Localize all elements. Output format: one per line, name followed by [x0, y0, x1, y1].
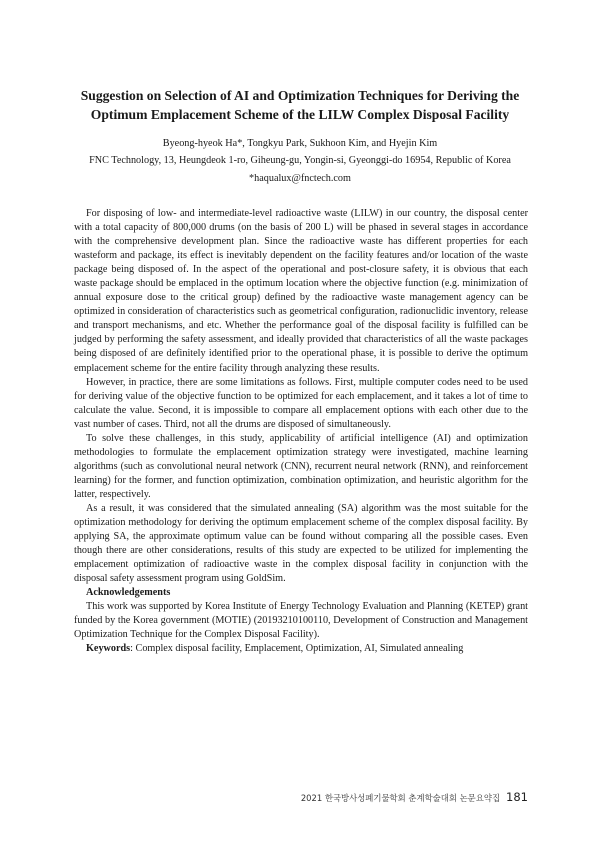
author-list: Byeong-hyeok Ha*, Tongkyu Park, Sukhoon Kim, and Hyejin Kim — [162, 138, 438, 149]
title-line-2: Optimum Emplacement Scheme of the LILW Complex Disposal Facility — [90, 107, 510, 122]
page-number: 181 — [506, 790, 528, 804]
body-paragraph: For disposing of low- and intermediate-level radioactive waste (LILW) in our country, the disposal center with a total capacity of 800,000 drums (on the basis of 200 L) will be phased in several stages in accordance with the comprehensive development plan. Since the radioactive waste has different properties for each wasteform and package, its effect is inevitably dependent on the facility features and/or location of the waste package being disposed of. In the aspect of the operational and post-closure safety, it is obvious that each waste package should be emplaced in the optimum location where the objective function (e.g. minimization of annual exposure dose to the critical group) defined by the radioactive waste management agency can be optimized in consideration of characteristics such as geometrical configuration, radionuclidic inventory, release and transport mechanisms, and etc. Whether the performance goal of the disposal facility is fulfilled can be judged by performing the safety assessment, and ideally provided that characteristics of all the waste packages being disposed of are definitely identified prior to the operational phase, it is possible to derive the optimum emplacement scheme for the entire facility through analyzing these results. — [74, 208, 528, 374]
corresponding-email: *haqualux@fnctech.com — [249, 173, 351, 184]
paper-title — [60, 86, 540, 124]
proceedings-title: 2021 한국방사성폐기물학회 춘계학술대회 논문요약집 — [300, 793, 501, 803]
abstract-body — [74, 207, 528, 657]
keywords-label: Keywords — [86, 643, 131, 655]
page-footer — [301, 790, 528, 804]
body-paragraph: To solve these challenges, in this study, applicability of artificial intelligence (AI) and optimization methodologies to formulate the emplacement optimization strategy were investigated, machine learning algorithms (such as convolutional neural network (CNN), recurrent neural network (RNN), and reinforcement learning) for the former, and function optimization, combination optimization, and heuristic algorithm for the latter, respectively. — [74, 432, 528, 500]
body-paragraph: As a result, it was considered that the simulated annealing (SA) algorithm was the most suitable for the optimization methodology for deriving the optimum emplacement scheme of the complex disposal facility. By applying SA, the approximate optimum value can be found without comparing all the possible cases. Even though there are other considerations, results of this study are expected to be utilized for implementing the emplacement optimization of radioactive waste in the complex disposal facility in conjunction with the disposal safety assessment program using GoldSim. — [74, 502, 528, 585]
acknowledgements-heading: Acknowledgements — [86, 587, 171, 599]
affiliation: FNC Technology, 13, Heungdeok 1-ro, Giheung-gu, Yongin-si, Gyeonggi-do 16954, Republic of Korea — [89, 155, 511, 166]
keywords-line — [74, 642, 528, 656]
title-line-1: Suggestion on Selection of AI and Optimization Techniques for Deriving the — [80, 88, 520, 103]
keywords-text: : Complex disposal facility, Emplacement, Optimization, AI, Simulated annealing — [130, 643, 464, 655]
acknowledgements-text: This work was supported by Korea Institute of Energy Technology Evaluation and Planning (KETEP) grant funded by the Korea government (MOTIE) (20193210100110, Development of Construction and Management Optimization Technique for the Complex Disposal Facility). — [74, 601, 528, 641]
body-paragraph: However, in practice, there are some limitations as follows. First, multiple computer codes need to be used for deriving value of the objective function to be optimized for each emplacement, and it takes a lot of time to calculate the value. Second, it is impossible to compare all emplacement options with each other due to the vast number of cases. Third, not all the drums are disposed of simultaneously. — [74, 376, 528, 430]
